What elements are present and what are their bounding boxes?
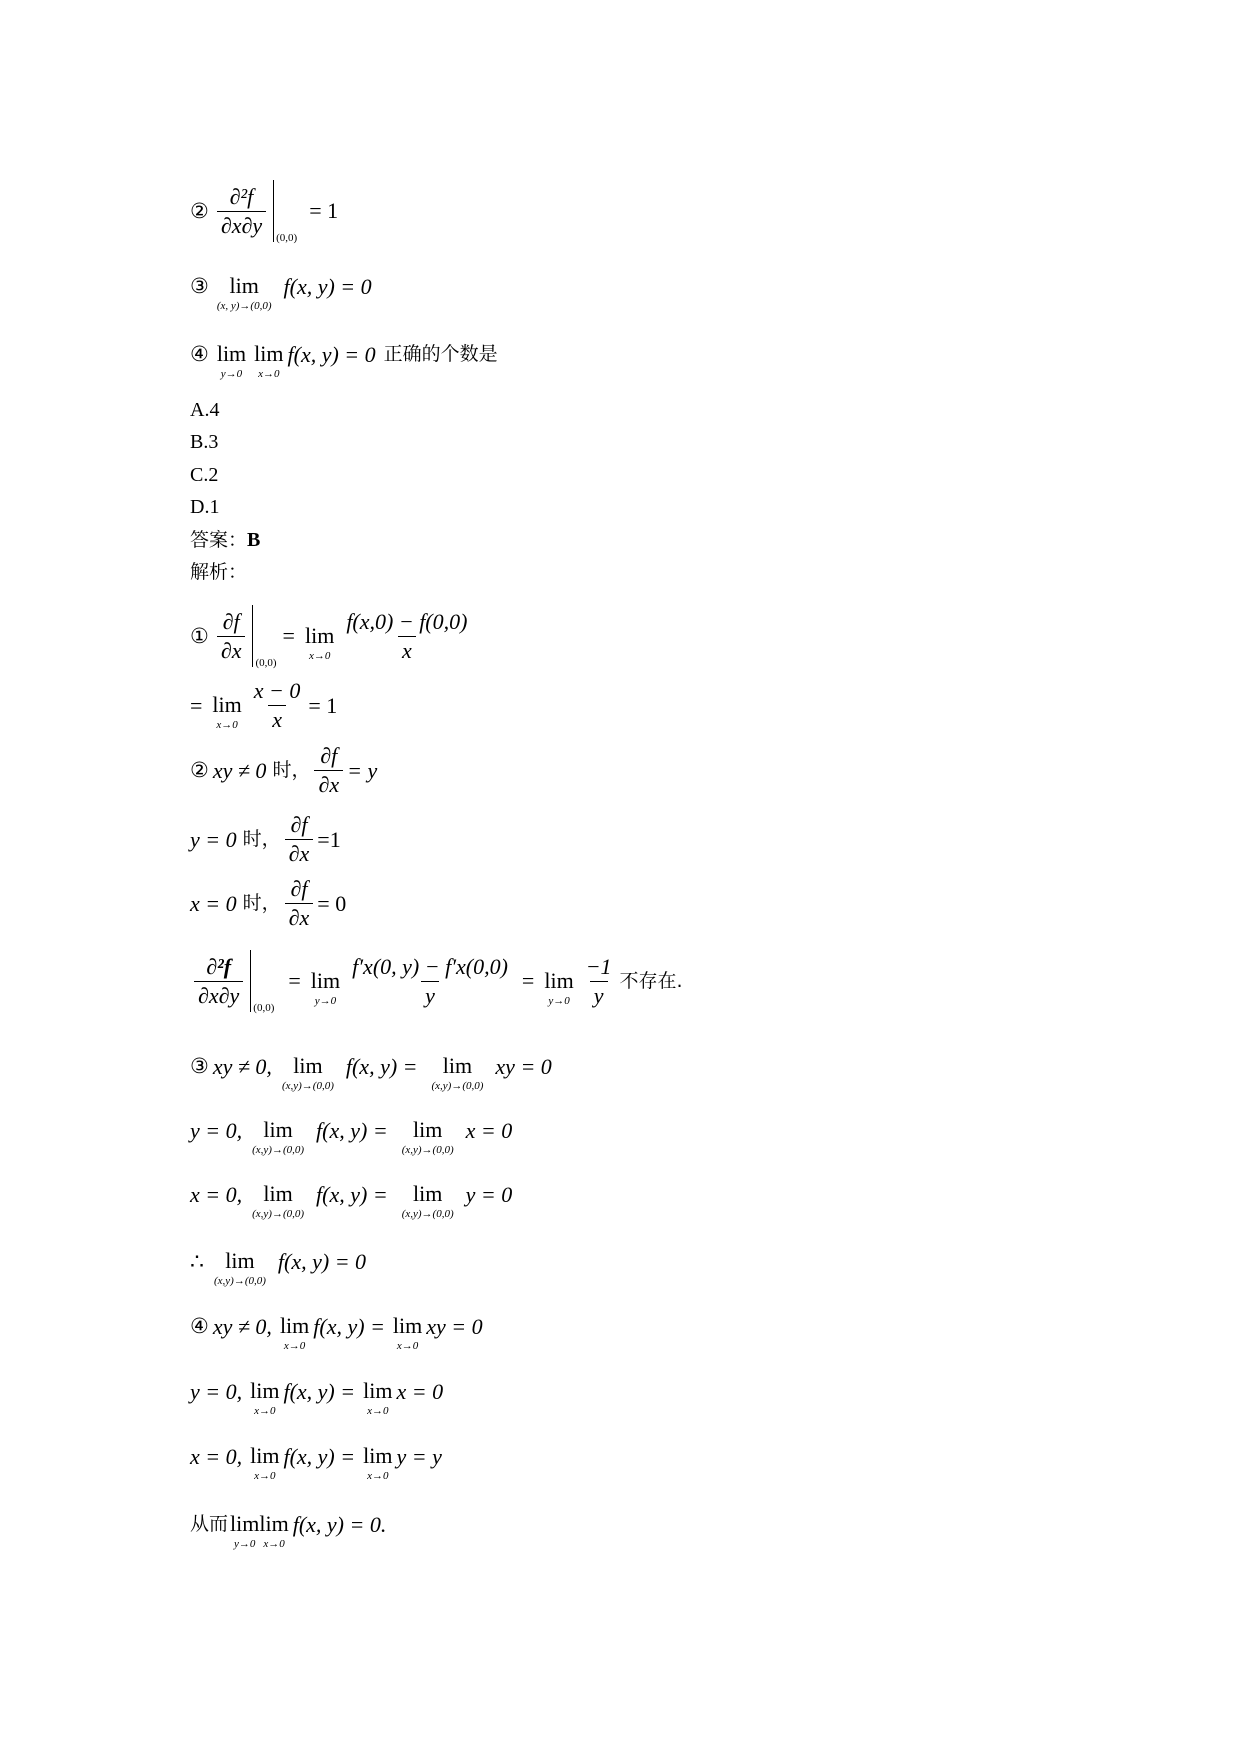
result: x = 0 [465, 1117, 513, 1143]
limit-subscript: (x,y)→(0,0) [214, 1275, 266, 1287]
equals-sign: = [521, 968, 535, 993]
fraction-numerator: ∂f [222, 608, 240, 634]
fraction-denominator: ∂x [285, 839, 314, 865]
analysis-4-conclusion [190, 1506, 387, 1550]
difference-quotient [250, 680, 305, 731]
fraction-numerator: ∂f [320, 743, 338, 768]
fraction-denominator: ∂x∂y [217, 211, 266, 237]
analysis-2 [190, 745, 377, 796]
limit-operator [250, 1445, 279, 1482]
result: =1 [317, 826, 341, 852]
fraction-numerator: ∂f [290, 812, 308, 837]
fraction-denominator: ∂x [285, 903, 314, 929]
therefore-symbol: ∴ [190, 1248, 204, 1274]
limit-word: lim [216, 341, 247, 366]
limit-subscript: x→0 [367, 1470, 389, 1482]
conclusion-text: 不存在. [619, 969, 683, 992]
statement-expression: f(x, y) = 0 [287, 341, 376, 367]
condition: y = 0, [190, 1117, 243, 1143]
fraction-numerator: ∂f [290, 876, 308, 901]
limit-subscript: (x,y)→(0,0) [431, 1080, 484, 1092]
limit-subscript: (x,y)→(0,0) [401, 1208, 454, 1220]
evaluation-point: (0,0) [255, 657, 277, 669]
limit-subscript: y→0 [233, 1538, 256, 1550]
limit-subscript: x→0 [263, 1538, 285, 1550]
circled-number: ② [190, 198, 209, 223]
limit-word: lim [225, 1248, 255, 1273]
limit-word: lim [304, 622, 335, 648]
fraction-numerator: f(x,0) − f(0,0) [346, 608, 468, 634]
fraction-numerator: −1 [585, 953, 612, 979]
equals-sign: = [190, 692, 203, 718]
result: = y [347, 757, 378, 783]
limit-subscript: x→0 [254, 1470, 276, 1482]
limit-subscript: y→0 [314, 994, 337, 1007]
limit-word: lim [254, 341, 284, 366]
condition: y = 0 [190, 826, 237, 852]
limit-operator [402, 1119, 454, 1156]
limit-word: lim [544, 967, 574, 993]
fraction-denominator: ∂x∂y [194, 981, 243, 1007]
analysis-3 [190, 1048, 552, 1092]
limit-operator [310, 967, 341, 1007]
limit-subscript: x→0 [367, 1405, 389, 1417]
result: = 0 [317, 890, 347, 916]
limit-subscript: (x,y)→(0,0) [401, 1144, 454, 1156]
evaluation-bar [273, 180, 297, 242]
limit-operator [432, 1055, 484, 1092]
answer-value: B [247, 529, 261, 551]
limit-operator [304, 622, 335, 662]
limit-subscript: x→0 [216, 719, 238, 731]
condition-suffix: 时， [272, 759, 311, 781]
result: = 1 [308, 692, 338, 718]
limit-operator [402, 1183, 454, 1220]
fraction-denominator: y [421, 981, 439, 1007]
limit-word: lim [412, 1117, 443, 1142]
fraction-denominator: y [590, 981, 608, 1007]
condition: xy ≠ 0, [212, 1313, 272, 1339]
equals-sign: = [288, 968, 301, 993]
expression: f(x, y) = [316, 1181, 388, 1207]
limit-subscript: y→0 [220, 368, 243, 380]
evaluation-point: (0,0) [253, 1002, 275, 1014]
condition: x = 0, [190, 1443, 243, 1469]
question-prompt: 正确的个数是 [383, 343, 498, 365]
statement-expression: f(x, y) = 0 [283, 273, 372, 299]
limit-operator [214, 1250, 266, 1287]
limit-word: lim [363, 1443, 393, 1468]
partial-fraction [217, 608, 246, 663]
fraction-numerator: ∂²f [206, 953, 232, 979]
limit-word: lim [212, 692, 242, 717]
limit-word: lim [442, 1053, 473, 1078]
limit-word: lim [259, 1511, 289, 1536]
limit-operator [393, 1315, 422, 1352]
fraction-numerator: ∂²f [229, 183, 254, 209]
limit-word: lim [229, 273, 259, 298]
condition: y = 0, [190, 1378, 243, 1404]
difference-quotient [342, 608, 471, 663]
analysis-2-x-zero [190, 878, 346, 929]
result: x = 0 [396, 1378, 444, 1404]
option-a: A.4 [190, 399, 220, 421]
limit-operator [212, 694, 241, 731]
analysis-4-y-zero [190, 1373, 444, 1417]
circled-number: ③ [190, 274, 209, 298]
expression: f(x, y) = [316, 1117, 388, 1143]
option-c: C.2 [190, 464, 219, 486]
second-partial-fraction [194, 953, 243, 1008]
limit-operator [252, 1119, 304, 1156]
expression: f(x, y) = [283, 1378, 356, 1404]
limit-subscript: (x,y)→(0,0) [252, 1208, 305, 1220]
circled-number: ③ [190, 1054, 209, 1078]
condition: x = 0, [190, 1181, 243, 1207]
limit-operator [544, 967, 574, 1007]
limit-subscript: (x, y)→(0,0) [216, 300, 272, 312]
limit-word: lim [263, 1181, 293, 1206]
analysis-label: 解析： [190, 561, 248, 583]
statement-2 [190, 180, 338, 242]
limit-operator-inner [254, 343, 283, 380]
partial-fraction [285, 814, 314, 865]
limit-operator [217, 275, 272, 312]
second-partial-fraction [217, 183, 266, 238]
limit-operator [280, 1315, 309, 1352]
condition: xy ≠ 0 [212, 757, 267, 783]
fraction-denominator: ∂x [217, 636, 246, 662]
expression: f(x, y) = [345, 1053, 418, 1079]
quotient [582, 953, 616, 1008]
partial-fraction [314, 745, 343, 796]
limit-word: lim [263, 1117, 293, 1142]
limit-subscript: x→0 [396, 1340, 419, 1352]
limit-subscript: x→0 [283, 1340, 306, 1352]
analysis-2-mixed-partial [190, 950, 683, 1012]
limit-operator [252, 1183, 304, 1220]
circled-number: ② [190, 758, 209, 782]
limit-word: lim [279, 1313, 310, 1338]
limit-word: lim [250, 1378, 280, 1403]
fraction-numerator: x − 0 [253, 678, 301, 703]
limit-subscript: x→0 [258, 368, 280, 380]
option-b: B.3 [190, 431, 219, 453]
fraction-numerator: f′x(0, y) − f′x(0,0) [352, 953, 508, 979]
difference-quotient [348, 953, 512, 1008]
fraction-denominator: x [398, 636, 416, 662]
analysis-1-continued [190, 680, 337, 731]
evaluation-bar [252, 605, 276, 667]
answer-line [190, 530, 260, 550]
conclusion-prefix: 从而 [190, 1513, 229, 1535]
analysis-3-conclusion [190, 1243, 367, 1287]
limit-word: lim [392, 1313, 423, 1338]
limit-operator-outer [217, 343, 246, 380]
limit-operator [250, 1380, 279, 1417]
expression: f(x, y) = [313, 1313, 385, 1339]
circled-number: ④ [190, 342, 209, 366]
condition: x = 0 [190, 890, 237, 916]
analysis-2-y-zero [190, 814, 341, 865]
circled-number: ④ [190, 1314, 209, 1338]
result: xy = 0 [426, 1313, 483, 1339]
fraction-denominator: x [268, 705, 286, 731]
fraction-denominator: ∂x [314, 770, 343, 796]
limit-word: lim [363, 1378, 393, 1403]
result: y = 0 [465, 1181, 513, 1207]
limit-subscript: (x,y)→(0,0) [281, 1080, 334, 1092]
circled-number: ① [190, 623, 209, 648]
limit-subscript: x→0 [254, 1405, 276, 1417]
analysis-4 [190, 1308, 483, 1352]
limit-operator [363, 1380, 392, 1417]
condition-suffix: 时， [242, 892, 281, 914]
limit-word: lim [230, 1511, 260, 1536]
limit-operator-outer [230, 1513, 259, 1550]
limit-word: lim [250, 1443, 280, 1468]
limit-operator [363, 1445, 392, 1482]
limit-subscript: y→0 [548, 994, 570, 1007]
answer-prefix: 答案： [190, 528, 248, 551]
analysis-1 [190, 605, 475, 667]
statement-4 [190, 336, 498, 380]
result: xy = 0 [495, 1053, 552, 1079]
limit-word: lim [412, 1181, 443, 1206]
condition: xy ≠ 0, [212, 1053, 272, 1079]
evaluation-point: (0,0) [276, 232, 298, 244]
result: y = y [396, 1443, 442, 1469]
analysis-3-y-zero [190, 1112, 513, 1156]
statement-3 [190, 268, 372, 312]
limit-subscript: x→0 [308, 649, 331, 662]
statement-rhs: = 1 [309, 198, 339, 223]
equals-sign: = [282, 623, 295, 648]
partial-fraction [285, 878, 314, 929]
expression: f(x, y) = 0 [277, 1248, 367, 1274]
analysis-3-x-zero [190, 1176, 513, 1220]
evaluation-bar [250, 950, 274, 1012]
analysis-4-x-zero [190, 1438, 442, 1482]
limit-subscript: (x,y)→(0,0) [252, 1144, 305, 1156]
condition-suffix: 时， [242, 828, 281, 850]
limit-word: lim [310, 967, 341, 993]
limit-word: lim [293, 1053, 323, 1078]
expression: f(x, y) = 0. [292, 1511, 387, 1537]
expression: f(x, y) = [283, 1443, 356, 1469]
limit-operator [282, 1055, 334, 1092]
option-d: D.1 [190, 496, 220, 518]
limit-operator-inner [259, 1513, 288, 1550]
